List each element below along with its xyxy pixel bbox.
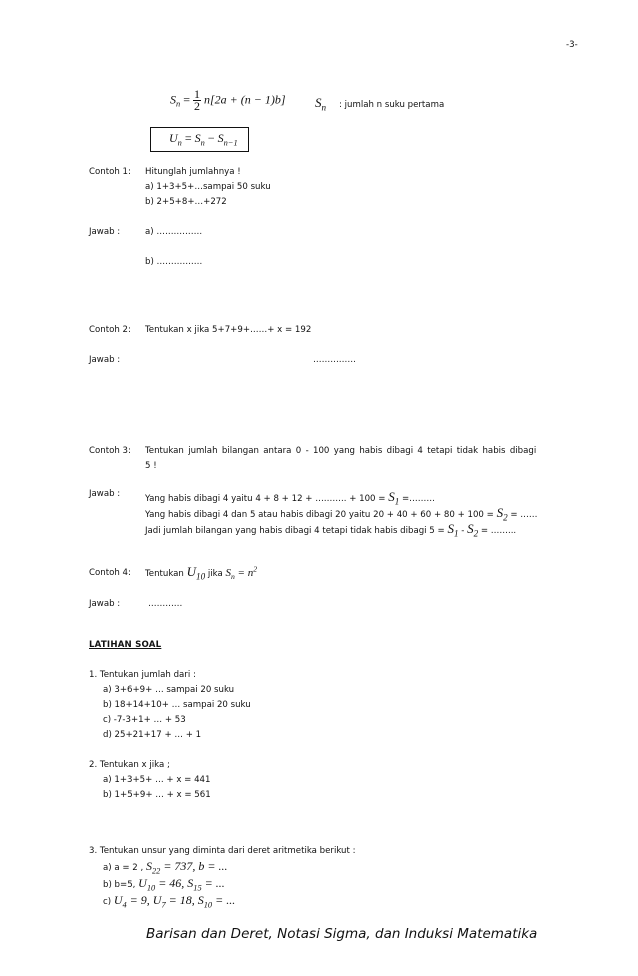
exercise-1: 1. Tentukan jumlah dari : xyxy=(89,670,196,680)
example-3-line3: Jadi jumlah bilangan yang habis dibagi 4 tetapi tidak habis dibagi $5 = S_1 - S_2$ = ……... xyxy=(145,521,517,539)
example-2-answer-dots: …………… xyxy=(313,355,356,365)
fraction-half: $\frac{1}{2}$ xyxy=(193,87,200,113)
example-4-answer-dots: ………… xyxy=(148,599,183,609)
sn-symbol: $S_n$ xyxy=(315,95,327,113)
example-4-answer-label: Jawab : xyxy=(89,599,121,609)
exercise-1c: c) -7-3+1+ … + 53 xyxy=(103,715,186,725)
exercise-1b: b) 18+14+10+ … sampai 20 suku xyxy=(103,700,251,710)
example-3-line2: Yang habis dibagi 4 dan 5 atau habis dibagi 20 yaitu $20 + 40 + 60 + 80 + 100 = S_2$ = …… xyxy=(145,505,538,523)
exercise-3: 3. Tentukan unsur yang diminta dari deret aritmetika berikut : xyxy=(89,846,356,856)
example-3-prompt-line1: Tentukan jumlah bilangan antara 0 - 100 yang habis dibagi 4 tetapi tidak habis dibagi xyxy=(145,446,537,456)
example-1-label: Contoh 1: xyxy=(89,167,131,177)
exercise-heading: LATIHAN SOAL xyxy=(89,640,162,650)
exercise-2: 2. Tentukan x jika ; xyxy=(89,760,170,770)
sn-description: : jumlah n suku pertama xyxy=(339,100,445,110)
page-number: -3- xyxy=(566,40,578,50)
formula-un: $U_n = S_n - S_{n-1}$ xyxy=(169,131,238,148)
example-3-prompt-line2: 5 ! xyxy=(145,461,157,471)
exercise-3c: c) $U_4 = 9$, $U_7 = 18$, $S_{10}$ = ... xyxy=(103,893,236,910)
exercise-2a: a) 1+3+5+ … + x = 441 xyxy=(103,775,211,785)
example-2-label: Contoh 2: xyxy=(89,325,131,335)
example-2-prompt: Tentukan x jika 5+7+9+……+ x = 192 xyxy=(145,325,312,335)
example-1-item-a: a) 1+3+5+…sampai 50 suku xyxy=(145,182,271,192)
example-4-label: Contoh 4: xyxy=(89,568,131,578)
example-3-answer-label: Jawab : xyxy=(89,489,121,499)
example-1-answer-a: a) ……………. xyxy=(145,227,203,237)
exercise-2b: b) 1+5+9+ … + x = 561 xyxy=(103,790,211,800)
example-1-answer-label: Jawab : xyxy=(89,227,121,237)
example-2-answer-label: Jawab : xyxy=(89,355,121,365)
formula-sum: $S_n$ = $\frac{1}{2}$ n[2a + (n − 1)b] xyxy=(170,87,286,113)
example-1-item-b: b) 2+5+8+…+272 xyxy=(145,197,227,207)
footer-title: Barisan dan Deret, Notasi Sigma, dan Induksi Matematika xyxy=(146,926,538,942)
exercise-3a: a) a = 2 , $S_{22} = 737$, b = ... xyxy=(103,859,228,876)
exercise-1d: d) 25+21+17 + … + 1 xyxy=(103,730,202,740)
example-1-answer-b: b) ……………. xyxy=(145,257,203,267)
example-4-prompt: Tentukan $U_{10}$ jika $S_n = n^2$ xyxy=(145,564,258,582)
example-3-line1: Yang habis dibagi 4 yaitu 4 + 8 + 12 + ……….. + $100 = S_1$ =……… xyxy=(145,489,435,507)
exercise-1a: a) 3+6+9+ … sampai 20 suku xyxy=(103,685,235,695)
example-3-label: Contoh 3: xyxy=(89,446,131,456)
exercise-3b: b) b=5, $U_{10} = 46$, $S_{15}$ = ... xyxy=(103,876,225,893)
example-1-prompt: Hitunglah jumlahnya ! xyxy=(145,167,241,177)
